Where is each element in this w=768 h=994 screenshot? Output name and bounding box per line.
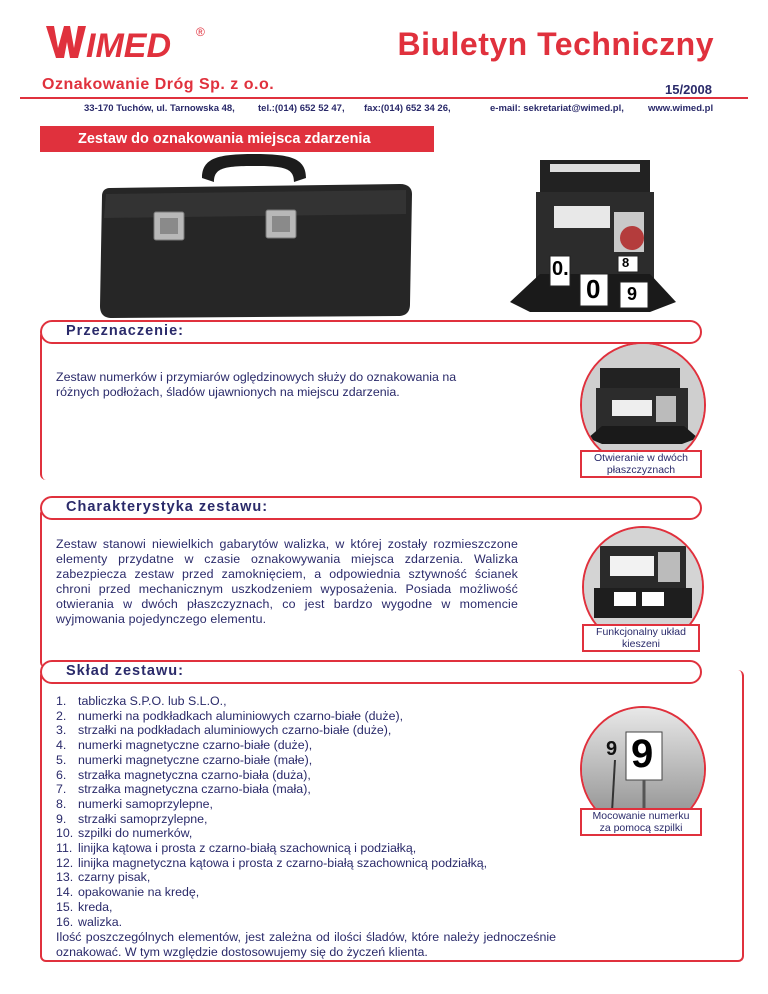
caption-funkcjonalny-line-1: Funkcjonalny układ xyxy=(596,626,686,638)
product-title-bar xyxy=(40,126,434,152)
list-item: 3. strzałki na podkładach aluminiowych czarno-białe (duże), xyxy=(56,723,392,738)
list-item: 10. szpilki do numerków, xyxy=(56,826,193,841)
case-closed-photo xyxy=(92,154,418,320)
charakterystyka-heading-bar xyxy=(40,496,702,520)
list-item: 12. linijka magnetyczna kątowa i prosta z czarno-białą szachownicą podziałką, xyxy=(56,855,488,870)
przeznaczenie-heading: Przeznaczenie: xyxy=(66,323,184,339)
caption-funkcjonalny-line-2: kieszeni xyxy=(622,638,660,650)
pin-number-big: 9 xyxy=(631,732,654,776)
caption-otwieranie-line-1: Otwieranie w dwóch xyxy=(594,452,688,464)
sklad-list xyxy=(56,694,586,929)
pin-number-small: 9 xyxy=(606,738,618,760)
photo-number-a: 0. xyxy=(552,258,569,280)
caption-otwieranie xyxy=(580,450,702,478)
list-item: 8. numerki samoprzylepne, xyxy=(56,796,213,811)
list-item: 7. strzałka magnetyczna czarno-biała (mała), xyxy=(56,782,311,797)
list-item: 1. tabliczka S.P.O. lub S.L.O., xyxy=(56,694,227,708)
przeznaczenie-line-2: różnych podłożach, śladów ujawnionych na miejscu zdarzenia. xyxy=(56,384,400,399)
list-item: 6. strzałka magnetyczna czarno-biała (duża), xyxy=(56,767,311,782)
contact-email: e-mail: sekretariat@wimed.pl, xyxy=(490,103,624,114)
list-item: 9. strzałki samoprzylepne, xyxy=(56,811,208,826)
contact-fax: fax:(014) 652 34 26, xyxy=(364,103,451,114)
photo-number-c: 9 xyxy=(627,284,638,304)
product-title: Zestaw do oznakowania miejsca zdarzenia xyxy=(78,131,371,147)
sklad-footer: Ilość poszczególnych elementów, jest zależna od ilości śladów, które należy jednocześnie oznakować. W tym względzie dostosowujemy się do życzeń klienta. xyxy=(56,930,556,959)
list-item: 4. numerki magnetyczne czarno-białe (duże), xyxy=(56,738,313,753)
caption-mocowanie xyxy=(580,808,702,836)
list-item: 16. walizka. xyxy=(56,914,123,929)
charakterystyka-heading: Charakterystyka zestawu: xyxy=(66,499,269,515)
wimed-logo xyxy=(40,22,210,62)
sklad-heading-bar xyxy=(40,660,702,684)
list-item: 15. kreda, xyxy=(56,899,113,914)
header-divider xyxy=(20,97,748,99)
charakterystyka-text: Zestaw stanowi niewielkich gabarytów walizka, w której zostały rozmieszczone elementy przydatne w czasie oznakowywania miejsca zdarzenia. Walizka zabezpiecza zestaw przed zamoknięciem, a odpowiednia sztywność ścianek chroni przed mechanicznym uszkodzeniem wyposażenia. Posiada możliwość otwierania w dwóch płaszczyznach, co jest bardzo wygodne w momencie wyjmowania pojedynczego elementu. xyxy=(56,537,518,626)
przeznaczenie-line-1: Zestaw numerków i przymiarów oględzinowych służy do oznakowania na xyxy=(56,370,457,384)
contact-address: 33-170 Tuchów, ul. Tarnowska 48, xyxy=(84,103,235,114)
photo-number-d: 8 xyxy=(622,255,630,270)
list-item: 13. czarny pisak, xyxy=(56,870,151,885)
caption-mocowanie-line-1: Mocowanie numerku xyxy=(592,810,690,822)
list-item: 5. numerki magnetyczne czarno-białe (małe), xyxy=(56,752,313,767)
caption-otwieranie-line-2: płaszczyznach xyxy=(606,464,676,476)
list-item: 14. opakowanie na kredę, xyxy=(56,885,200,900)
caption-mocowanie-line-2: za pomocą szpilki xyxy=(599,822,683,834)
przeznaczenie-heading-bar xyxy=(40,320,702,344)
caption-funkcjonalny xyxy=(582,624,700,652)
page-title: Biuletyn Techniczny xyxy=(397,26,714,62)
list-item: 2. numerki na podkładkach aluminiowych czarno-białe (duże), xyxy=(56,708,404,723)
sklad-heading: Skład zestawu: xyxy=(66,663,184,679)
contact-tel: tel.:(014) 652 52 47, xyxy=(258,103,345,114)
list-item: 11. linijka kątowa i prosta z czarno-białą szachownicą i podziałką, xyxy=(56,841,417,856)
case-open-photo xyxy=(510,156,676,322)
contact-www: www.wimed.pl xyxy=(648,103,714,114)
company-name: Oznakowanie Dróg Sp. z o.o. xyxy=(42,76,275,93)
registered-mark: ® xyxy=(196,25,205,39)
logo-text: IMED xyxy=(86,27,171,62)
przeznaczenie-text xyxy=(56,370,566,400)
issue-number: 15/2008 xyxy=(665,82,712,97)
photo-number-b: 0 xyxy=(586,274,601,304)
